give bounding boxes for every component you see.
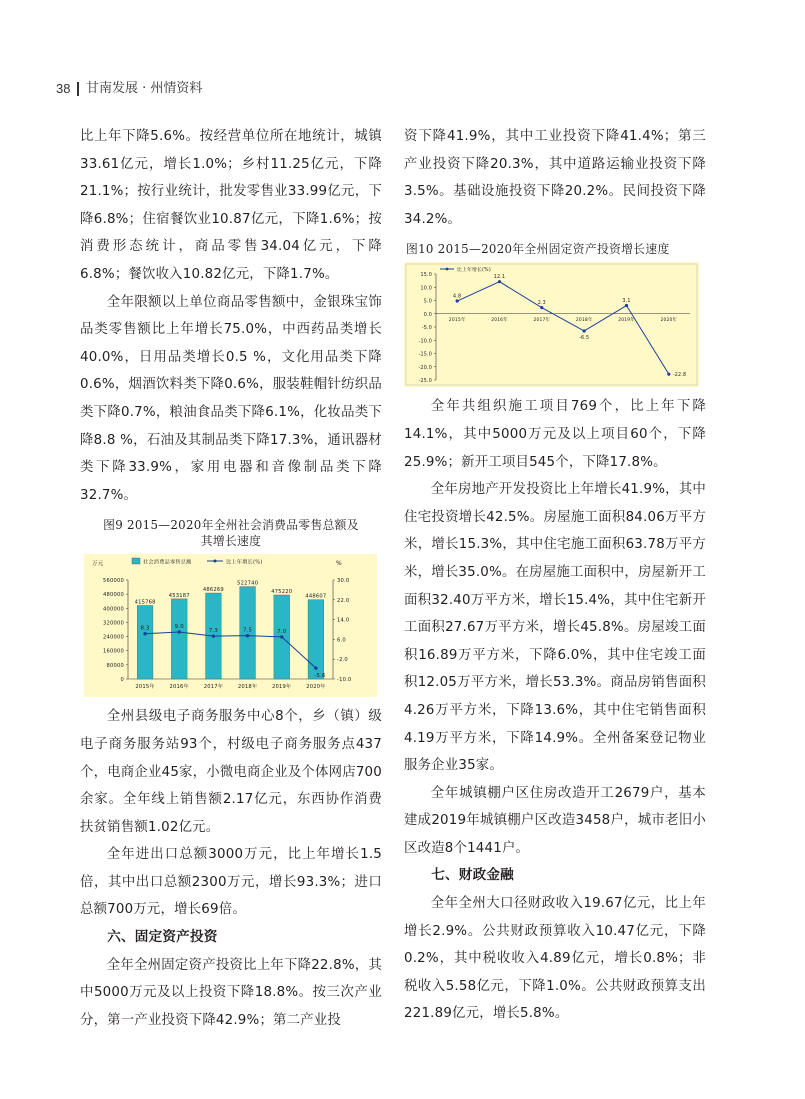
y-tick-label: -25.0 bbox=[418, 379, 432, 385]
legend-line-label: 比上年增长(%) bbox=[457, 268, 491, 274]
left-tick-label: 160000 bbox=[102, 649, 124, 656]
growth-point bbox=[583, 330, 586, 333]
y-tick-label: -15.0 bbox=[418, 352, 432, 358]
x-tick-label: 2019年 bbox=[618, 318, 635, 324]
x-tick-label: 2020年 bbox=[660, 318, 678, 324]
growth-value-label: 7.3 bbox=[208, 628, 219, 635]
growth-point bbox=[314, 667, 317, 670]
left-tick-label: 320000 bbox=[102, 620, 124, 627]
growth-value-label: 9.0 bbox=[174, 624, 184, 631]
left-tick-label: 240000 bbox=[102, 634, 124, 641]
growth-point bbox=[667, 373, 670, 376]
bar bbox=[171, 599, 187, 679]
left-tick-label: 80000 bbox=[106, 663, 124, 670]
growth-point bbox=[456, 300, 459, 303]
right-tick-label: -2.0 bbox=[337, 657, 348, 664]
paragraph: 全年城镇棚户区住房改造开工2679户，基本建成2019年城镇棚户区改造3458户，城市老旧小区改造8个1441户。 bbox=[404, 785, 706, 856]
growth-point bbox=[540, 306, 543, 309]
figure-9-svg bbox=[84, 554, 377, 697]
legend-line-marker bbox=[214, 560, 217, 563]
growth-point bbox=[246, 634, 249, 637]
paragraph: 资下降41.9%，其中工业投资下降41.4%；第三产业投资下降20.3%，其中道路运输业投资下降3.5%。基础设施投资下降20.2%。民间投资下降34.2%。 bbox=[404, 129, 706, 227]
legend-line-label: 比上年增长(%) bbox=[226, 559, 263, 566]
paragraph: 全年全州固定资产投资比上年下降22.8%，其中5000万元及以上投资下降18.8%。按三次产业分，第一产业投资下降42.9%；第二产业投 bbox=[80, 957, 382, 1028]
header-divider bbox=[77, 82, 79, 96]
left-tick-label: 480000 bbox=[102, 592, 124, 599]
growth-value-label: 2.3 bbox=[537, 301, 546, 307]
growth-value-label: 3.1 bbox=[622, 299, 631, 305]
y-tick-label: -5.0 bbox=[421, 326, 432, 332]
y-tick-label: -20.0 bbox=[418, 366, 432, 372]
right-tick-label: 14.0 bbox=[337, 617, 350, 624]
page-header bbox=[56, 80, 202, 98]
x-tick-label: 2015年 bbox=[135, 684, 155, 691]
legend-bar-label: 社会消费品零售总额 bbox=[143, 559, 192, 566]
bar-value-label: 448607 bbox=[305, 594, 327, 601]
figure-9-title-line: 其增长速度 bbox=[200, 534, 262, 549]
x-tick-label: 2017年 bbox=[533, 318, 551, 324]
right-axis-unit: % bbox=[336, 560, 342, 568]
page-number: 38 bbox=[56, 81, 71, 96]
x-tick-label: 2018年 bbox=[575, 318, 593, 324]
growth-value-label: 4.8 bbox=[453, 294, 462, 300]
x-tick-label: 2020年 bbox=[306, 684, 326, 691]
growth-value-label: 7.5 bbox=[242, 628, 253, 634]
growth-value-label: 8.3 bbox=[140, 626, 150, 633]
y-tick-label: -10.0 bbox=[418, 339, 432, 345]
x-tick-label: 2016年 bbox=[491, 318, 508, 324]
figure-10-chart bbox=[404, 262, 699, 387]
figure-9-title-line: 图9 2015—2020年全州社会消费品零售总额及 bbox=[103, 518, 359, 533]
chart-frame bbox=[406, 264, 697, 385]
right-tick-label: -10.0 bbox=[337, 677, 352, 684]
growth-point bbox=[280, 636, 283, 639]
section-heading-6: 六、固定资产投资 bbox=[107, 929, 218, 946]
legend-line-marker bbox=[446, 268, 449, 271]
growth-value-label: -6.5 bbox=[579, 336, 590, 342]
x-tick-label: 2015年 bbox=[448, 318, 466, 324]
left-tick-label: 560000 bbox=[102, 578, 124, 585]
y-tick-label: 0.0 bbox=[423, 313, 432, 319]
y-tick-label: 5.0 bbox=[423, 299, 432, 305]
left-tick-label: 400000 bbox=[102, 606, 124, 613]
figure-10-svg bbox=[404, 262, 699, 387]
paragraph: 全年共组织施工项目769个，比上年下降14.1%，其中5000万元及以上项目60个，下降25.9%；新开工项目545个，下降17.8%。 bbox=[404, 399, 706, 470]
growth-line bbox=[145, 632, 316, 668]
figure-9-chart bbox=[84, 554, 377, 697]
right-tick-label: 6.0 bbox=[337, 637, 346, 644]
growth-point bbox=[178, 631, 181, 634]
paragraph: 全年全州大口径财政收入19.67亿元，比上年增长2.9%。公共财政预算收入10.47亿元，下降0.2%，其中税收收入4.89亿元，增长0.8%；非税收入5.58亿元，下降1.0%。公共财政预算支出221.89亿元，增长5.8%。 bbox=[404, 896, 706, 1022]
left-tick-label: 0 bbox=[120, 677, 124, 684]
left-axis-unit: 万元 bbox=[92, 561, 104, 568]
growth-value-label: -5.6 bbox=[314, 673, 326, 680]
running-title: 甘南发展 · 州情资料 bbox=[85, 81, 203, 96]
bar-value-label: 453187 bbox=[168, 593, 190, 600]
bar-value-label: 522740 bbox=[237, 580, 259, 587]
paragraph: 全年房地产开发投资比上年增长41.9%，其中住宅投资增长42.5%。房屋施工面积84.06万平方米，增长15.3%，其中住宅施工面积63.78万平方米，增长35.0%。在房屋施工面积中，房屋新开工面积32.40万平方米，增长15.4%，其中住宅新开工面积27.67万平方米，增长45.8%。房屋竣工面积16.89万平方米，下降6.0%，其中住宅竣工面积12.05万平方米，增长53.3%。商品房销售面积4.26万平方米，下降13.6%，其中住宅销售面积4.19万平方米，下降14.9%。全州备案登记物业服务企业35家。 bbox=[404, 482, 706, 774]
figure-9-title bbox=[80, 517, 382, 549]
paragraph: 全年限额以上单位商品零售额中，金银珠宝饰品类零售额比上年增长75.0%，中西药品类增长40.0%，日用品类增长0.5 %，文化用品类下降0.6%，烟酒饮料类下降0.6%，服装鞋帽针纺织品类下降0.7%，粮油食品类下降6.1%，化妆品类下降8.8 %，石油及其制品类下降17.3%，通讯器材类下降33.9%，家用电器和音像制品类下降32.7%。 bbox=[80, 294, 382, 503]
growth-value-label: 12.1 bbox=[493, 275, 506, 281]
bar-value-label: 486269 bbox=[202, 587, 224, 594]
right-tick-label: 30.0 bbox=[337, 578, 350, 585]
growth-point bbox=[498, 280, 501, 283]
bar-value-label: 415768 bbox=[134, 599, 156, 606]
growth-point bbox=[625, 304, 628, 307]
section-heading-7: 七、财政金融 bbox=[431, 867, 514, 884]
paragraph: 比上年下降5.6%。按经营单位所在地统计，城镇33.61亿元，增长1.0%；乡村11.25亿元，下降21.1%；按行业统计，批发零售业33.99亿元，下降6.8%；住宿餐饮业10.87亿元，下降1.6%；按消费形态统计，商品零售34.04亿元，下降6.8%；餐饮收入10.82亿元，下降1.7%。 bbox=[80, 129, 382, 282]
figure-10-title: 图10 2015—2020年全州固定资产投资增长速度 bbox=[406, 242, 670, 257]
growth-line bbox=[457, 282, 669, 374]
growth-point bbox=[143, 632, 146, 635]
y-tick-label: 10.0 bbox=[420, 286, 432, 292]
y-tick-label: 15.0 bbox=[420, 273, 432, 279]
growth-point bbox=[212, 635, 215, 638]
paragraph: 全州县级电子商务服务中心8个，乡（镇）级电子商务服务站93个，村级电子商务服务点437个，电商企业45家，小微电商企业及个体网店700余家。全年线上销售额2.17亿元，东西协作消费扶贫销售额1.02亿元。 bbox=[80, 709, 382, 835]
legend-bar-swatch bbox=[132, 558, 140, 564]
left-column bbox=[80, 123, 382, 1034]
x-tick-label: 2016年 bbox=[169, 684, 189, 691]
x-tick-label: 2017年 bbox=[203, 684, 224, 691]
growth-value-label: 7.0 bbox=[277, 629, 287, 636]
bar-value-label: 475220 bbox=[271, 589, 293, 596]
paragraph: 全年进出口总额3000万元，比上年增长1.5倍，其中出口总额2300万元，增长93.3%；进口总额700万元，增长69倍。 bbox=[80, 847, 382, 918]
x-tick-label: 2019年 bbox=[272, 684, 292, 691]
growth-value-label: -22.8 bbox=[672, 373, 687, 379]
bar bbox=[137, 606, 153, 680]
right-tick-label: 22.0 bbox=[337, 598, 350, 605]
right-column bbox=[404, 123, 706, 1028]
x-tick-label: 2018年 bbox=[237, 684, 258, 691]
